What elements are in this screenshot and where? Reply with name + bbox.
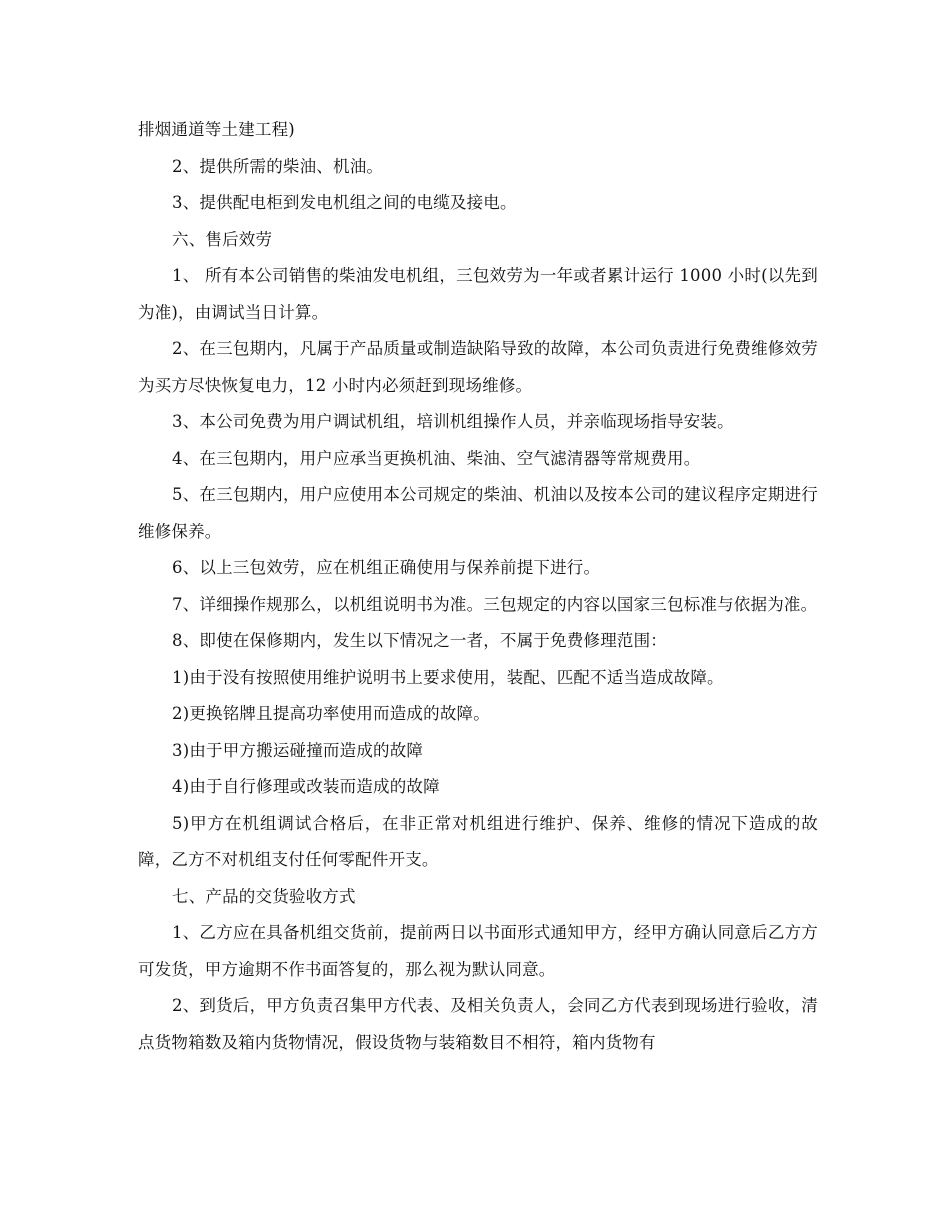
paragraph-5: 1、 所有本公司销售的柴油发电机组，三包效劳为一年或者累计运行 1000 小时(以先到为准)，由调试当日计算。 — [138, 266, 818, 322]
list-item-2: 2)更换铭牌且提高功率使用而造成的故障。 — [172, 704, 490, 723]
paragraph-3: 3、提供配电柜到发电机组之间的电缆及接电。 — [172, 193, 517, 212]
list-item-1: 1)由于没有按照使用维护说明书上要求使用，装配、匹配不适当造成故障。 — [172, 667, 724, 687]
paragraph-1: 排烟通道等土建工程) — [138, 120, 295, 139]
paragraph-11: 7、详细操作规那么，以机组说明书为准。三包规定的内容以国家三包标准与依据为准。 — [172, 594, 818, 614]
section-heading-delivery: 七、产品的交货验收方式 — [172, 886, 356, 906]
document-body — [138, 112, 818, 1061]
paragraph-6: 2、在三包期内，凡属于产品质量或制造缺陷导致的故障，本公司负责进行免费维修效劳为买方尽快恢复电力，12 小时内必须赶到现场维修。 — [138, 339, 818, 395]
paragraph-10: 6、以上三包效劳，应在机组正确使用与保养前提下进行。 — [172, 558, 601, 577]
paragraph-8: 4、在三包期内，用户应承当更换机油、柴油、空气滤清器等常规费用。 — [172, 448, 701, 468]
paragraph-12: 8、即使在保修期内，发生以下情况之一者，不属于免费修理范围： — [172, 631, 667, 650]
list-item-5: 5)甲方在机组调试合格后，在非正常对机组进行维护、保养、维修的情况下造成的故障，乙方不对机组支付任何零配件开支。 — [138, 813, 818, 869]
paragraph-2: 2、提供所需的柴油、机油。 — [172, 156, 384, 176]
paragraph-9: 5、在三包期内，用户应使用本公司规定的柴油、机油以及按本公司的建议程序定期进行维修保养。 — [138, 485, 818, 541]
paragraph-19: 1、乙方应在具备机组交货前，提前两日以书面形式通知甲方，经甲方确认同意后乙方方可发货，甲方逾期不作书面答复的，那么视为默认同意。 — [138, 923, 818, 979]
list-item-4: 4)由于自行修理或改装而造成的故障 — [172, 777, 440, 796]
paragraph-7: 3、本公司免费为用户调试机组，培训机组操作人员，并亲临现场指导安装。 — [172, 412, 734, 431]
section-heading-after-sales: 六、售后效劳 — [172, 229, 273, 249]
paragraph-20: 2、到货后，甲方负责召集甲方代表、及相关负责人，会同乙方代表到现场进行验收，清点货物箱数及箱内货物情况，假设货物与装箱数目不相符，箱内货物有 — [138, 996, 818, 1052]
list-item-3: 3)由于甲方搬运碰撞而造成的故障 — [172, 740, 424, 760]
